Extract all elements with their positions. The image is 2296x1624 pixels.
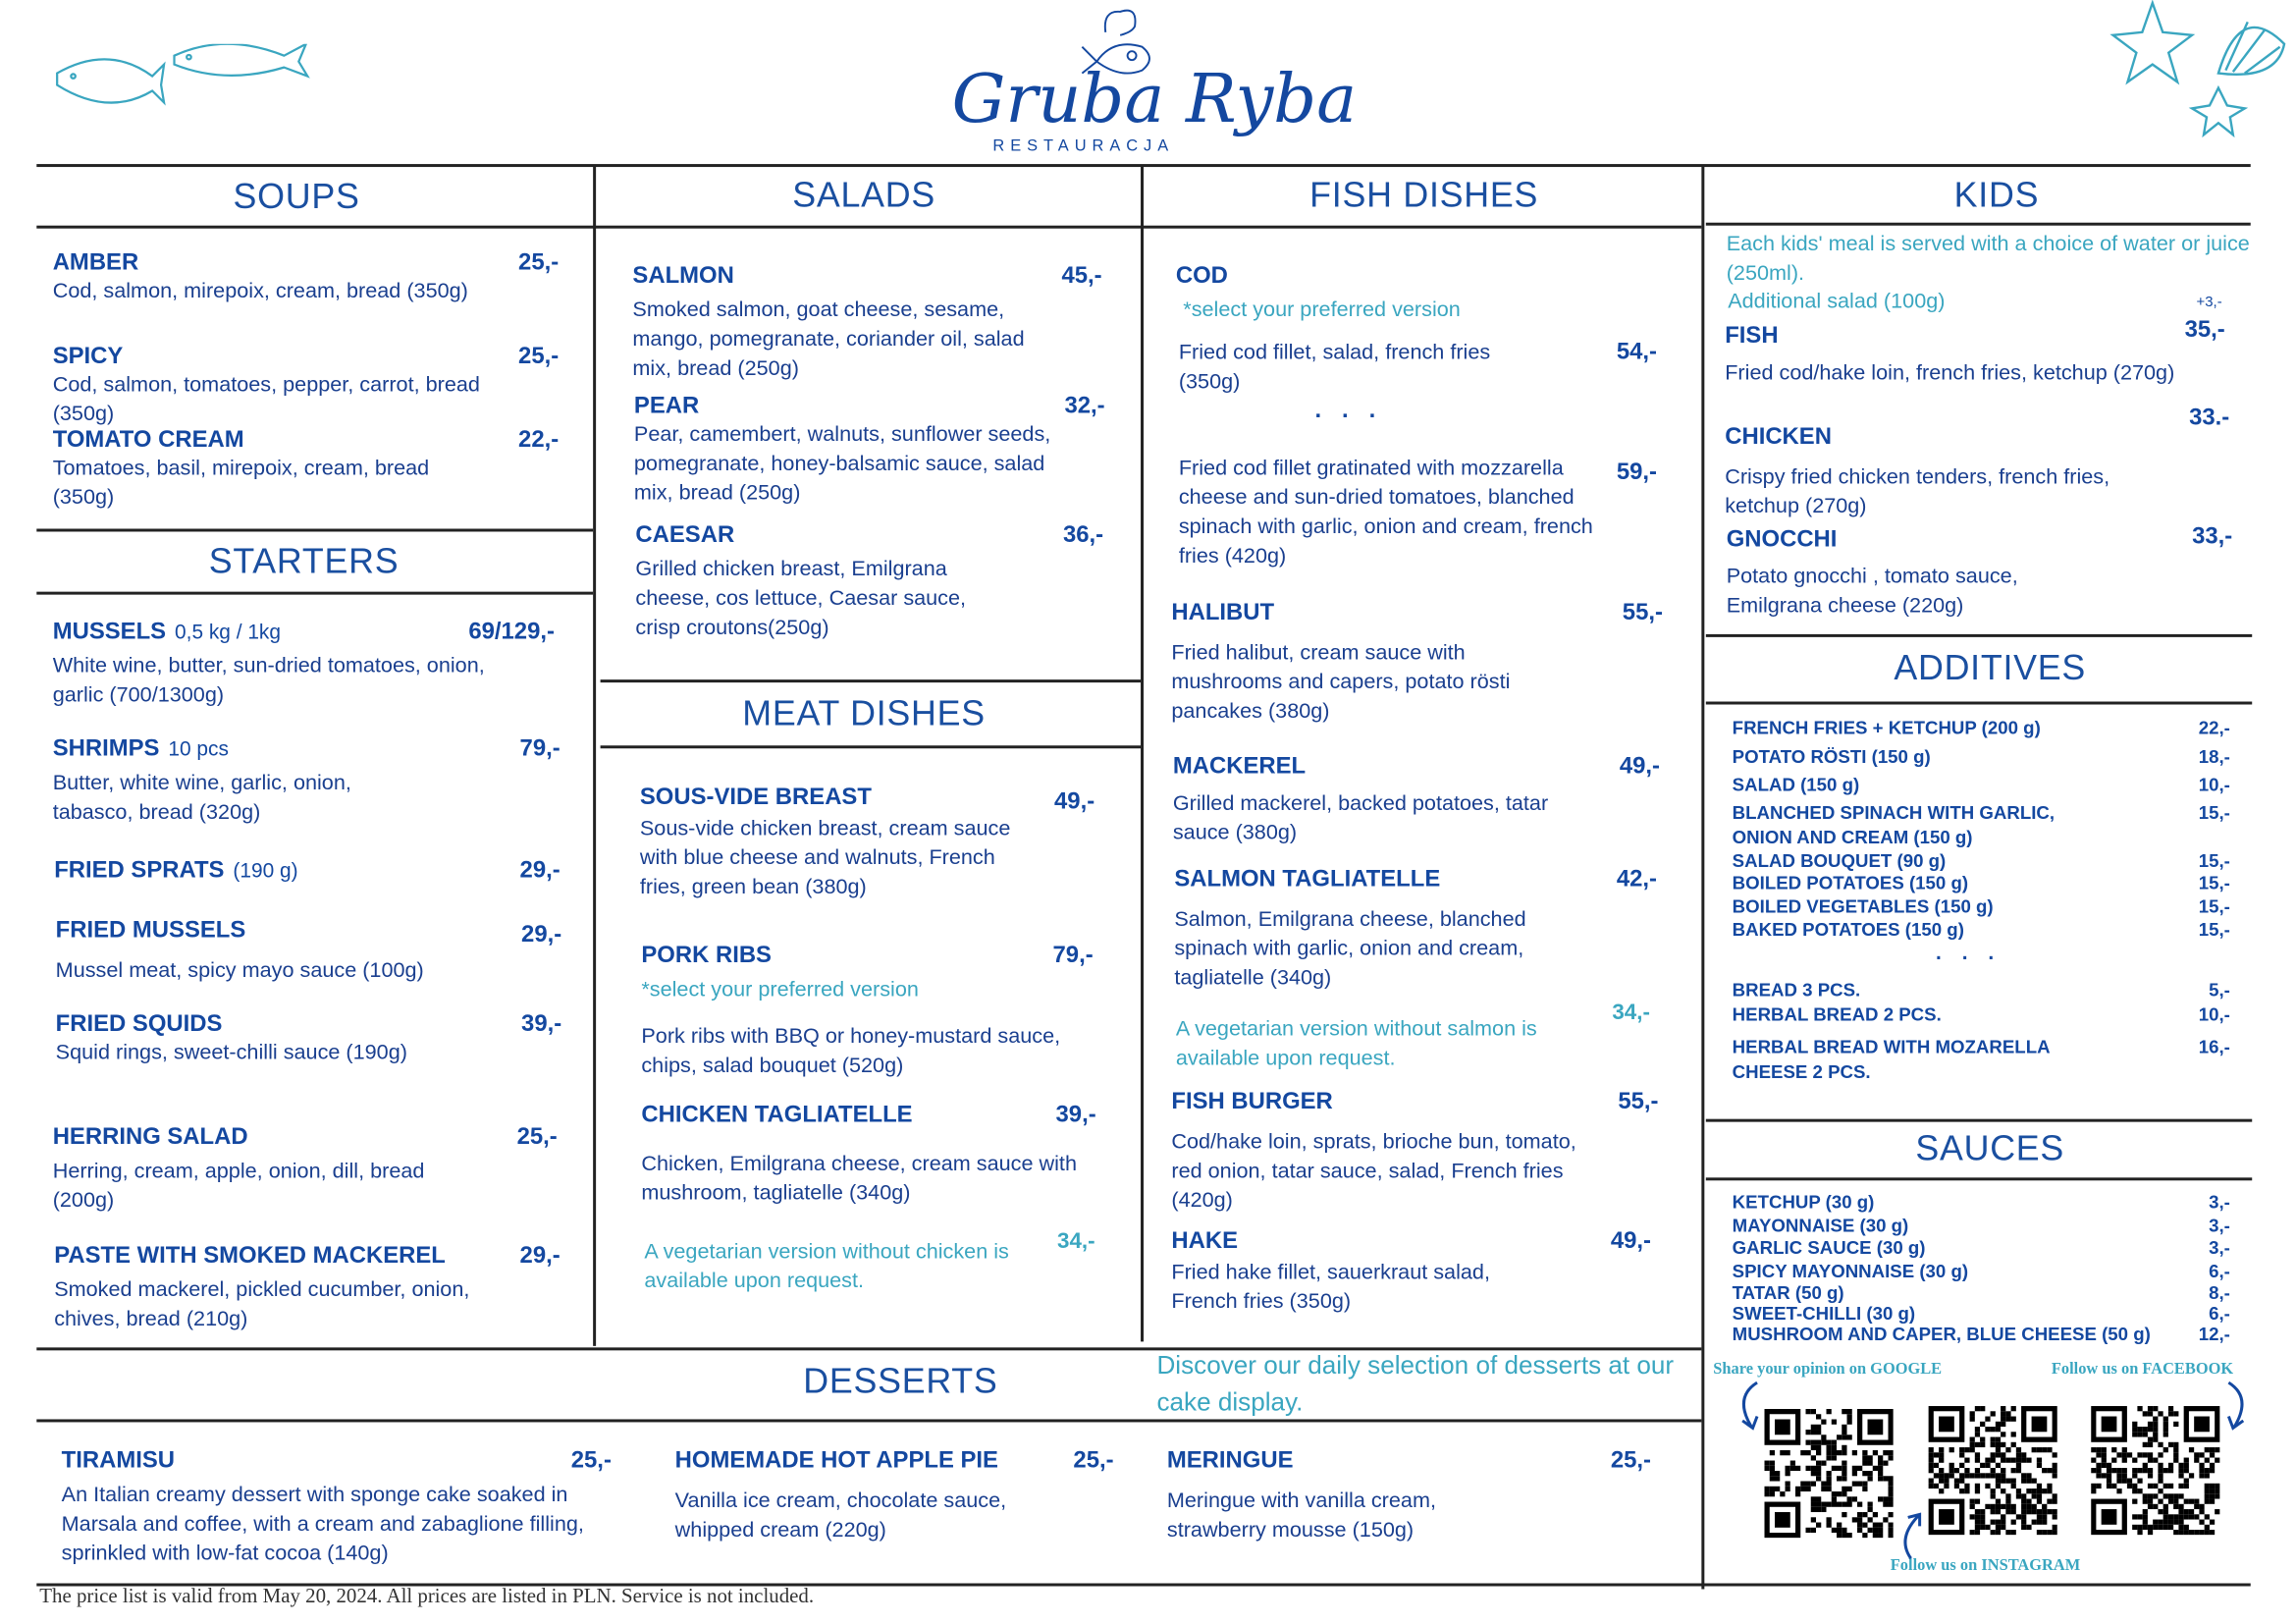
item-description: Vanilla ice cream, chocolate sauce, whipped cream (220g): [674, 1489, 1007, 1543]
menu-item: [53, 345, 565, 430]
sauce-price: 12,-: [2198, 1324, 2230, 1345]
item-name: CHICKEN: [1725, 424, 1832, 450]
item-price: 25,-: [570, 1448, 612, 1474]
arrow-icon: [1894, 1508, 1929, 1561]
item-price: 25,-: [516, 1124, 558, 1150]
additive-name: HERBAL BREAD 2 PCS.: [1732, 1004, 1942, 1026]
item-description: Herring, cream, apple, onion, dill, bread (200g): [52, 1160, 425, 1214]
item-name: SALMON TAGLIATELLE: [1174, 867, 1441, 893]
divider: [1706, 702, 2252, 705]
item-price: 42,-: [1616, 867, 1657, 893]
item-name: TIRAMISU: [61, 1448, 176, 1474]
item-name: CAESAR: [635, 522, 735, 548]
cod-version-fried: Fried cod fillet, salad, french fries (350g): [1178, 341, 1491, 395]
item-name: CHICKEN TAGLIATELLE: [641, 1103, 913, 1128]
cod-version-gratinated-price: 59,-: [1616, 460, 1657, 485]
facebook-qr-code[interactable]: [2091, 1406, 2219, 1535]
section-title-meat: MEAT DISHES: [742, 694, 986, 734]
section-title-additives: ADDITIVES: [1894, 648, 2087, 689]
item-portion: 10 pcs: [168, 736, 229, 761]
google-qr-code[interactable]: [1764, 1409, 1893, 1538]
sauce-name: KETCHUP (30 g): [1732, 1192, 1875, 1214]
sauce-price: 8,-: [2209, 1282, 2230, 1304]
item-name: AMBER: [52, 250, 139, 276]
divider: [36, 226, 1701, 229]
item-description: Grilled mackerel, backed potatoes, tatar sauce (380g): [1172, 792, 1549, 845]
sauce-price: 3,-: [2209, 1216, 2230, 1236]
sauce-row: [1733, 1261, 2230, 1282]
kids-additional-salad-price: +3,-: [2196, 294, 2222, 311]
menu-item: [53, 1125, 568, 1216]
item-price: 69/129,-: [468, 619, 555, 645]
menu-item: [53, 620, 568, 710]
instagram-label: Follow us on INSTAGRAM: [1890, 1556, 2081, 1575]
item-name: SALMON: [632, 263, 734, 289]
item-name: GNOCCHI: [1726, 527, 1838, 553]
additive-row: [1733, 747, 2230, 769]
kids-intro: Each kids' meal is served with a choice of water or juice (250ml).: [1726, 233, 2250, 286]
item-price: 25,-: [518, 250, 560, 276]
menu-item: [53, 250, 565, 306]
additive-price: 5,-: [2209, 979, 2230, 1001]
divider: [1701, 166, 1704, 1590]
menu-item: [53, 428, 565, 514]
item-name: PEAR: [633, 394, 700, 419]
item-description: Tomatoes, basil, mirepoix, cream, bread (350g): [52, 457, 430, 511]
item-description: Fried cod/hake loin, french fries, ketchup (270g): [1725, 361, 2175, 386]
item-price: 25,-: [1610, 1448, 1652, 1474]
item-price: 35,-: [2184, 317, 2225, 344]
arrow-icon: [2214, 1380, 2258, 1433]
item-name: MUSSELS: [52, 619, 167, 645]
sauce-row: [1733, 1216, 2230, 1237]
item-name: FISH BURGER: [1171, 1089, 1333, 1115]
sauce-price: 6,-: [2209, 1261, 2230, 1282]
item-price: 32,-: [1064, 394, 1105, 419]
section-title-desserts: DESSERTS: [803, 1362, 998, 1402]
item-price: 29,-: [519, 858, 561, 884]
additive-price: 15,-: [2198, 895, 2230, 917]
item-price: 45,-: [1061, 263, 1102, 289]
item-price: 22,-: [518, 427, 560, 453]
additive-row: [1733, 801, 2230, 851]
divider: [36, 592, 593, 595]
menu-item: [1173, 754, 1671, 847]
menu-item: [1171, 601, 1669, 727]
item-description: Cod/hake loin, sprats, brioche bun, tomato, red onion, tatar sauce, salad, French fries (420g): [1171, 1130, 1576, 1214]
section-title-fish: FISH DISHES: [1309, 176, 1539, 216]
sauce-name: MAYONNAISE (30 g): [1732, 1216, 1909, 1236]
item-description: Smoked salmon, goat cheese, sesame, mango, pomegranate, coriander oil, salad mix, bread (250g): [632, 298, 1025, 381]
item-description: Smoked mackerel, pickled cucumber, onion, chives, bread (210g): [54, 1278, 470, 1331]
additive-row: [1733, 1036, 2230, 1086]
sauce-row: [1733, 1283, 2230, 1305]
vegetarian-note: A vegetarian version without salmon is available upon request.: [1175, 1017, 1537, 1071]
dessert-item: [675, 1448, 1129, 1544]
item-description: Cod, salmon, mirepoix, cream, bread (350g): [52, 279, 468, 303]
additive-name: BREAD 3 PCS.: [1732, 979, 1861, 1001]
item-description: Pear, camembert, walnuts, sunflower seeds, pomegranate, honey-balsamic sauce, salad mix, bread (250g): [633, 423, 1051, 506]
dessert-item: [1167, 1448, 1665, 1544]
starfish-shell-icon: [2102, 0, 2292, 143]
sauce-row: [1733, 1304, 2230, 1326]
sauce-name: MUSHROOM AND CAPER, BLUE CHEESE (50 g): [1732, 1324, 2151, 1345]
item-description: Pork ribs with BBQ or honey-mustard sauce, chips, salad bouquet (520g): [641, 1025, 1061, 1078]
section-title-starters: STARTERS: [208, 541, 400, 582]
item-description: Fried hake fillet, sauerkraut salad, French fries (350g): [1171, 1261, 1490, 1315]
item-price: 49,-: [1054, 789, 1095, 815]
additive-price: 15,-: [2198, 919, 2230, 941]
item-name: HAKE: [1171, 1228, 1238, 1254]
desserts-promo: Discover our daily selection of desserts at our cake display.: [1156, 1350, 1675, 1417]
additive-price: 10,-: [2198, 775, 2230, 795]
sauce-row: [1733, 1324, 2230, 1345]
item-price: 49,-: [1619, 754, 1660, 780]
item-description: Sous-vide chicken breast, cream sauce with blue cheese and walnuts, French fries, green bean (380g): [639, 817, 1011, 899]
vegetarian-price: 34,-: [1612, 1000, 1650, 1026]
additive-name: BLANCHED SPINACH WITH GARLIC, ONION AND CREAM (150 g): [1732, 802, 2056, 848]
divider: [1706, 223, 2251, 226]
additive-name: FRENCH FRIES + KETCHUP (200 g): [1732, 717, 2041, 738]
item-description: Fried halibut, cream sauce with mushrooms and capers, potato rösti pancakes (380g): [1171, 641, 1511, 724]
additive-price: 22,-: [2198, 717, 2230, 738]
item-price: 25,-: [1073, 1448, 1114, 1474]
item-name: FRIED SQUIDS: [55, 1011, 223, 1038]
item-portion: (190 g): [233, 858, 298, 883]
item-name: FISH: [1725, 323, 1779, 350]
additive-name: BOILED POTATOES (150 g): [1732, 873, 1969, 893]
vegetarian-price: 34,-: [1057, 1228, 1095, 1254]
sauce-row: [1733, 1237, 2230, 1259]
item-name: COD: [1175, 263, 1228, 289]
menu-item: [54, 1243, 569, 1333]
item-name: SHRIMPS: [52, 736, 160, 762]
additive-name: SALAD (150 g): [1732, 775, 1860, 795]
restaurant-logo: [951, 3, 1358, 161]
menu-item: [1174, 867, 1672, 993]
divider: [601, 745, 1141, 748]
additive-name: BOILED VEGETABLES (150 g): [1732, 895, 1994, 917]
fish-icon: [50, 44, 314, 118]
item-price: 33.-: [2189, 406, 2230, 431]
item-description: Meringue with vanilla cream, strawberry mousse (150g): [1166, 1489, 1436, 1543]
item-price: 25,-: [518, 344, 560, 369]
section-title-soups: SOUPS: [233, 177, 360, 217]
item-name: FRIED SPRATS: [54, 858, 225, 884]
menu-item: [1725, 425, 2237, 521]
item-name: PASTE WITH SMOKED MACKEREL: [54, 1243, 446, 1269]
item-price: 79,-: [1052, 943, 1094, 969]
item-description: Butter, white wine, garlic, onion, tabasco, bread (320g): [52, 772, 351, 825]
divider: [1141, 166, 1144, 1342]
logo-name: Gruba Ryba: [951, 58, 1358, 138]
menu-item: [1171, 1090, 1669, 1216]
item-description: Cod, salmon, tomatoes, pepper, carrot, bread (350g): [52, 373, 480, 427]
item-note: *select your preferred version: [641, 978, 919, 1002]
sauce-price: 3,-: [2209, 1237, 2230, 1259]
section-title-sauces: SAUCES: [1915, 1129, 2065, 1169]
additive-row: [1733, 775, 2230, 796]
cod-version-gratinated: Fried cod fillet gratinated with mozzarella cheese and sun-dried tomatoes, blanched spinach with garlic, onion and cream, french fries (420g): [1178, 457, 1593, 568]
vegetarian-note: A vegetarian version without chicken is available upon request.: [644, 1240, 1009, 1294]
additive-row: [1733, 851, 2230, 873]
additive-row: [1733, 873, 2230, 894]
item-price: 29,-: [519, 1243, 561, 1269]
item-portion: 0,5 kg / 1kg: [175, 619, 282, 643]
additive-price: 10,-: [2198, 1004, 2230, 1026]
sauce-price: 6,-: [2209, 1303, 2230, 1325]
item-name: FRIED MUSSELS: [55, 918, 246, 944]
item-description: Mussel meat, spicy mayo sauce (100g): [55, 959, 424, 983]
instagram-qr-code[interactable]: [1929, 1406, 2057, 1535]
sauce-name: TATAR (50 g): [1732, 1282, 1844, 1304]
cod-version-fried-price: 54,-: [1616, 340, 1657, 365]
menu-item: [641, 1103, 1109, 1208]
item-price: 29,-: [521, 922, 562, 948]
divider: [1706, 634, 2252, 637]
item-name: HALIBUT: [1171, 600, 1275, 625]
sauce-name: SWEET-CHILLI (30 g): [1732, 1303, 1916, 1325]
item-name: SPICY: [52, 344, 124, 369]
dessert-item: [62, 1448, 633, 1568]
facebook-label: Follow us on FACEBOOK: [2051, 1360, 2234, 1379]
item-name: PORK RIBS: [641, 943, 772, 969]
menu-item: [54, 858, 569, 885]
kids-additional-salad: Additional salad (100g): [1728, 290, 1946, 314]
divider: [601, 679, 1141, 682]
divider: [1706, 1119, 2252, 1122]
menu-item: [641, 944, 1109, 1081]
divider: [36, 529, 593, 532]
item-description: White wine, butter, sun-dried tomatoes, onion, garlic (700/1300g): [52, 654, 485, 708]
additive-row: [1733, 896, 2230, 918]
menu-item: [632, 264, 1115, 384]
item-note: *select your preferred version: [1183, 298, 1461, 323]
item-price: 39,-: [1055, 1103, 1096, 1128]
menu-item: [1171, 1229, 1669, 1318]
divider: [593, 166, 596, 1346]
divider: [1706, 1177, 2252, 1180]
item-description: Squid rings, sweet-chilli sauce (190g): [55, 1041, 407, 1065]
additive-row: [1733, 920, 2230, 942]
google-label: Share your opinion on GOOGLE: [1713, 1360, 1943, 1379]
additive-name: BAKED POTATOES (150 g): [1732, 919, 1964, 941]
menu-item-cod: [1176, 264, 1674, 326]
item-description: An Italian creamy dessert with sponge cake soaked in Marsala and coffee, with a cream and zabaglione filling, sprinkled with low-fat cocoa (140g): [61, 1484, 584, 1566]
item-name: TOMATO CREAM: [52, 427, 244, 453]
menu-item: [53, 736, 568, 827]
menu-item: [640, 785, 1108, 902]
item-price: 36,-: [1062, 522, 1104, 548]
menu-item: [1726, 524, 2239, 621]
item-description: Chicken, Emilgrana cheese, cream sauce with mushroom, tagliatelle (340g): [641, 1152, 1077, 1206]
item-name: HOMEMADE HOT APPLE PIE: [674, 1448, 998, 1474]
logo-subtitle: RESTAURACJA: [992, 137, 1175, 156]
additive-price: 16,-: [2198, 1037, 2230, 1058]
item-name: SOUS-VIDE BREAST: [639, 785, 872, 810]
item-description: Salmon, Emilgrana cheese, blanched spinach with garlic, onion and cream, tagliatelle (340g): [1174, 907, 1526, 991]
additive-price: 15,-: [2198, 873, 2230, 893]
item-price: 55,-: [1622, 600, 1663, 625]
additive-price: 15,-: [2198, 850, 2230, 872]
additive-name: POTATO RÖSTI (150 g): [1732, 746, 1931, 768]
menu-item: [634, 394, 1117, 508]
sauce-name: SPICY MAYONNAISE (30 g): [1732, 1261, 1969, 1282]
section-title-kids: KIDS: [1953, 176, 2040, 216]
item-description: Potato gnocchi , tomato sauce, Emilgrana cheese (220g): [1726, 565, 2018, 619]
additive-name: SALAD BOUQUET (90 g): [1732, 850, 1947, 872]
separator-dots: ...: [1314, 398, 1397, 424]
additive-row: [1733, 980, 2230, 1001]
item-price: 33,-: [2192, 524, 2233, 550]
item-price: 55,-: [1618, 1089, 1659, 1115]
additive-name: HERBAL BREAD WITH MOZARELLA CHEESE 2 PCS.: [1732, 1037, 2050, 1083]
additive-price: 15,-: [2198, 802, 2230, 824]
sauce-price: 3,-: [2209, 1192, 2230, 1214]
additive-price: 18,-: [2198, 746, 2230, 768]
item-description: Grilled chicken breast, Emilgrana cheese, cos lettuce, Caesar sauce, crisp croutons(250g): [635, 558, 967, 640]
item-price: 39,-: [521, 1011, 562, 1038]
item-price: 79,-: [519, 736, 561, 762]
item-name: MACKEREL: [1172, 754, 1307, 780]
section-title-salads: SALADS: [792, 176, 935, 216]
item-description: Crispy fried chicken tenders, french fries, ketchup (270g): [1725, 465, 2110, 519]
menu-item: [56, 1012, 571, 1068]
additive-row: [1733, 1004, 2230, 1026]
item-price: 49,-: [1610, 1228, 1652, 1254]
footer-note: The price list is valid from May 20, 2024. All prices are listed in PLN. Service is not included.: [39, 1586, 815, 1608]
item-name: HERRING SALAD: [52, 1124, 248, 1150]
sauce-row: [1733, 1192, 2230, 1214]
item-name: MERINGUE: [1166, 1448, 1294, 1474]
sauce-name: GARLIC SAUCE (30 g): [1732, 1237, 1926, 1259]
separator-dots: ...: [1936, 940, 2015, 964]
additive-row: [1733, 718, 2230, 739]
menu-item: [56, 918, 571, 986]
menu-item: [1725, 317, 2237, 389]
menu-item: [635, 523, 1118, 643]
